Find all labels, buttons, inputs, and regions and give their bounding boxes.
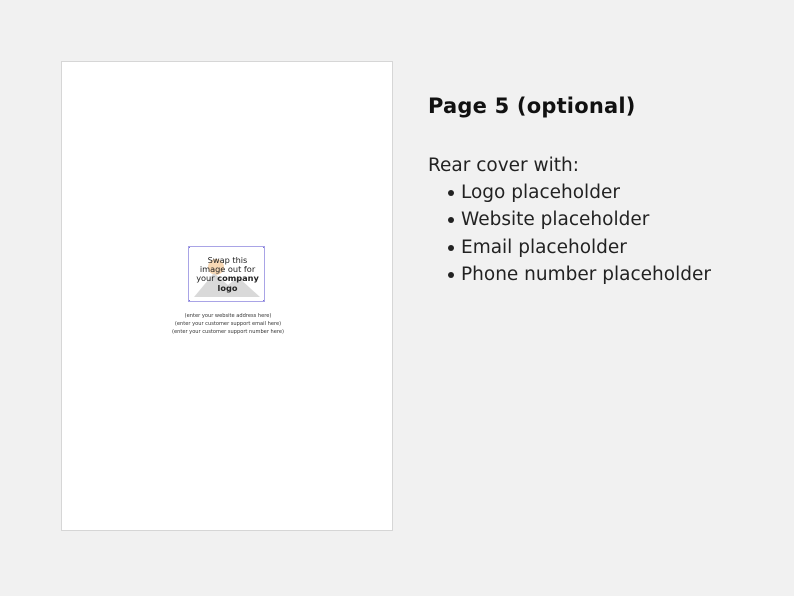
logo-text-line-1: Swap this xyxy=(207,255,248,265)
logo-text-line-4: logo xyxy=(217,282,238,293)
website-placeholder-text[interactable]: (enter your website address here) xyxy=(184,313,272,319)
email-placeholder-text[interactable]: (enter your customer support email here) xyxy=(174,321,282,328)
logo-text-line-2: image out for xyxy=(199,264,256,275)
logo-placeholder-image[interactable] xyxy=(188,246,265,302)
list-item-website: Website placeholder xyxy=(445,206,778,233)
phone-placeholder-text[interactable]: (enter your customer support number here) xyxy=(171,329,284,336)
description-intro: Rear cover with: xyxy=(428,155,580,176)
page-title: Page 5 (optional) xyxy=(428,94,636,118)
rear-cover-page-preview xyxy=(61,61,393,531)
list-item-email: Email placeholder xyxy=(445,234,778,261)
resize-handle-bottom-right[interactable] xyxy=(263,300,265,302)
resize-handle-top-right[interactable] xyxy=(263,246,265,248)
resize-handle-top-left[interactable] xyxy=(188,246,190,248)
page-description xyxy=(428,91,778,288)
list-item-logo: Logo placeholder xyxy=(445,179,778,206)
logo-text-line-3-prefix: your xyxy=(196,273,218,284)
logo-placeholder-text xyxy=(189,256,265,293)
resize-handle-bottom-left[interactable] xyxy=(188,300,190,302)
contact-placeholders xyxy=(62,312,394,336)
list-item-phone: Phone number placeholder xyxy=(445,261,778,288)
logo-text-company: company xyxy=(217,273,259,284)
feature-list xyxy=(428,179,778,288)
